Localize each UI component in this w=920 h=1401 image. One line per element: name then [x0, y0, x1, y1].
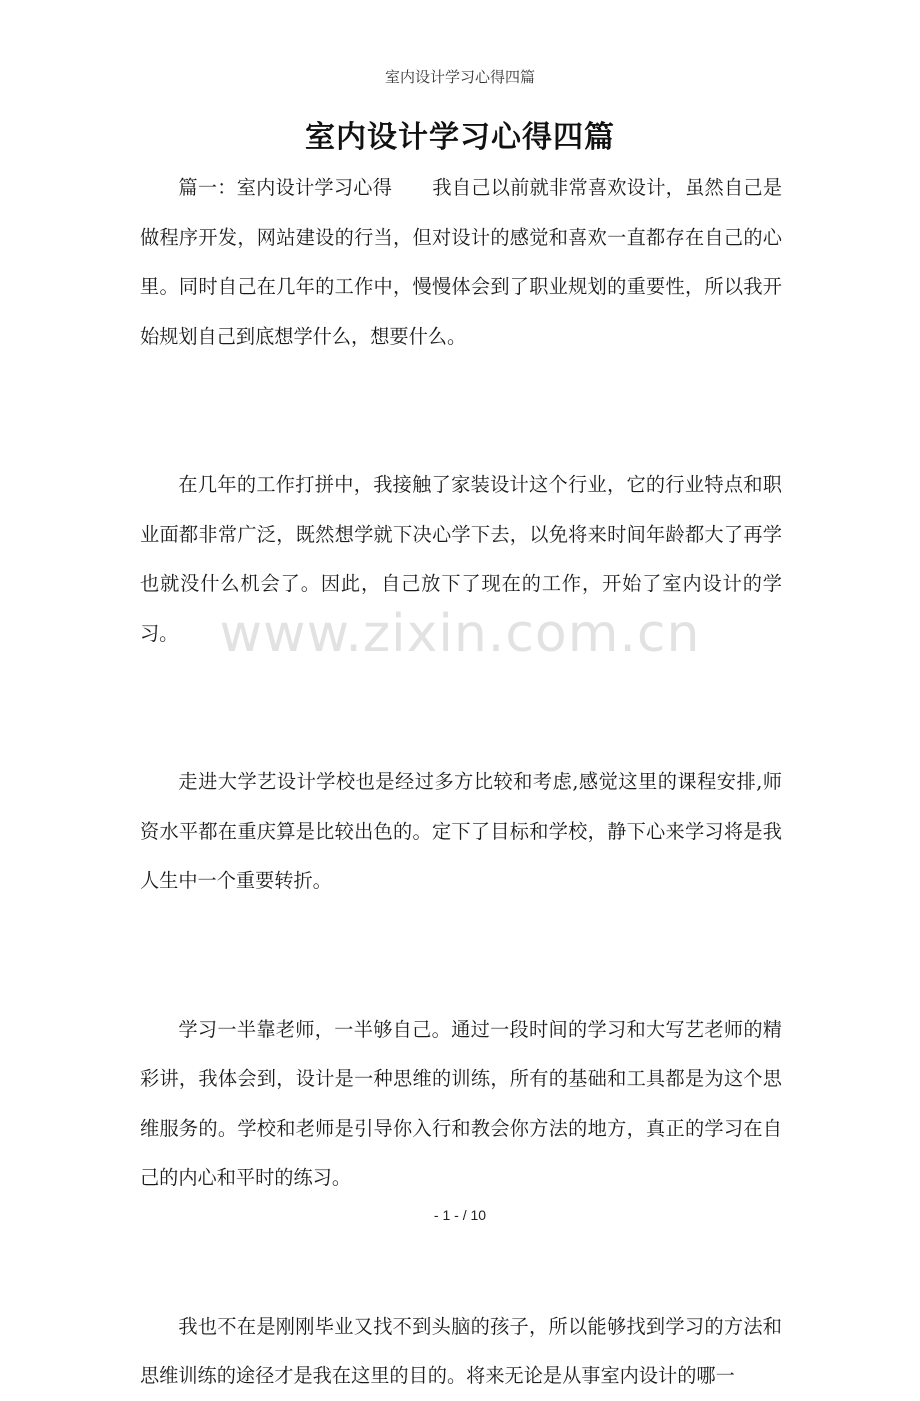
paragraph-1	[140, 163, 782, 361]
running-header: 室内设计学习心得四篇	[384, 68, 535, 86]
paragraph-4: 学习一半靠老师，一半够自己。通过一段时间的学习和大写艺老师的精彩讲，我体会到，设计是一种思维的训练，所有的基础和工具都是为这个思维服务的。学校和老师是引导你入行和教会你方法的地方，真正的学习在自己的内心和平时的练习。	[140, 1017, 782, 1189]
document-title: 室内设计学习心得四篇	[305, 120, 615, 155]
paragraph-3: 走进大学艺设计学校也是经过多方比较和考虑,感觉这里的课程安排,师资水平都在重庆算是比较出色的。定下了目标和学校，静下心来学习将是我人生中一个重要转折。	[140, 770, 782, 892]
watermark: www.zixin.com.cn	[219, 604, 701, 664]
paragraph-5: 我也不在是刚刚毕业又找不到头脑的孩子，所以能够找到学习的方法和思维训练的途径才是我在这里的目的。将来无论是从事室内设计的哪一	[140, 1314, 782, 1387]
page-number: - 1 - / 10	[433, 1207, 487, 1223]
paragraph-1-text: 我自己以前就非常喜欢设计，虽然自己是做程序开发，网站建设的行当，但对设计的感觉和喜欢一直都存在自己的心里。同时自己在几年的工作中，慢慢体会到了职业规划的重要性，所以我开始规划自己到底想学什么，想要什么。	[140, 176, 783, 348]
section-label: 篇一：室内设计学习心得	[178, 176, 393, 199]
paragraph-2: 在几年的工作打拼中，我接触了家装设计这个行业，它的行业特点和职业面都非常广泛，既然想学就下决心学下去，以免将来时间年龄都大了再学也就没什么机会了。因此，自己放下了现在的工作，开始了室内设计的学习。	[140, 473, 782, 645]
